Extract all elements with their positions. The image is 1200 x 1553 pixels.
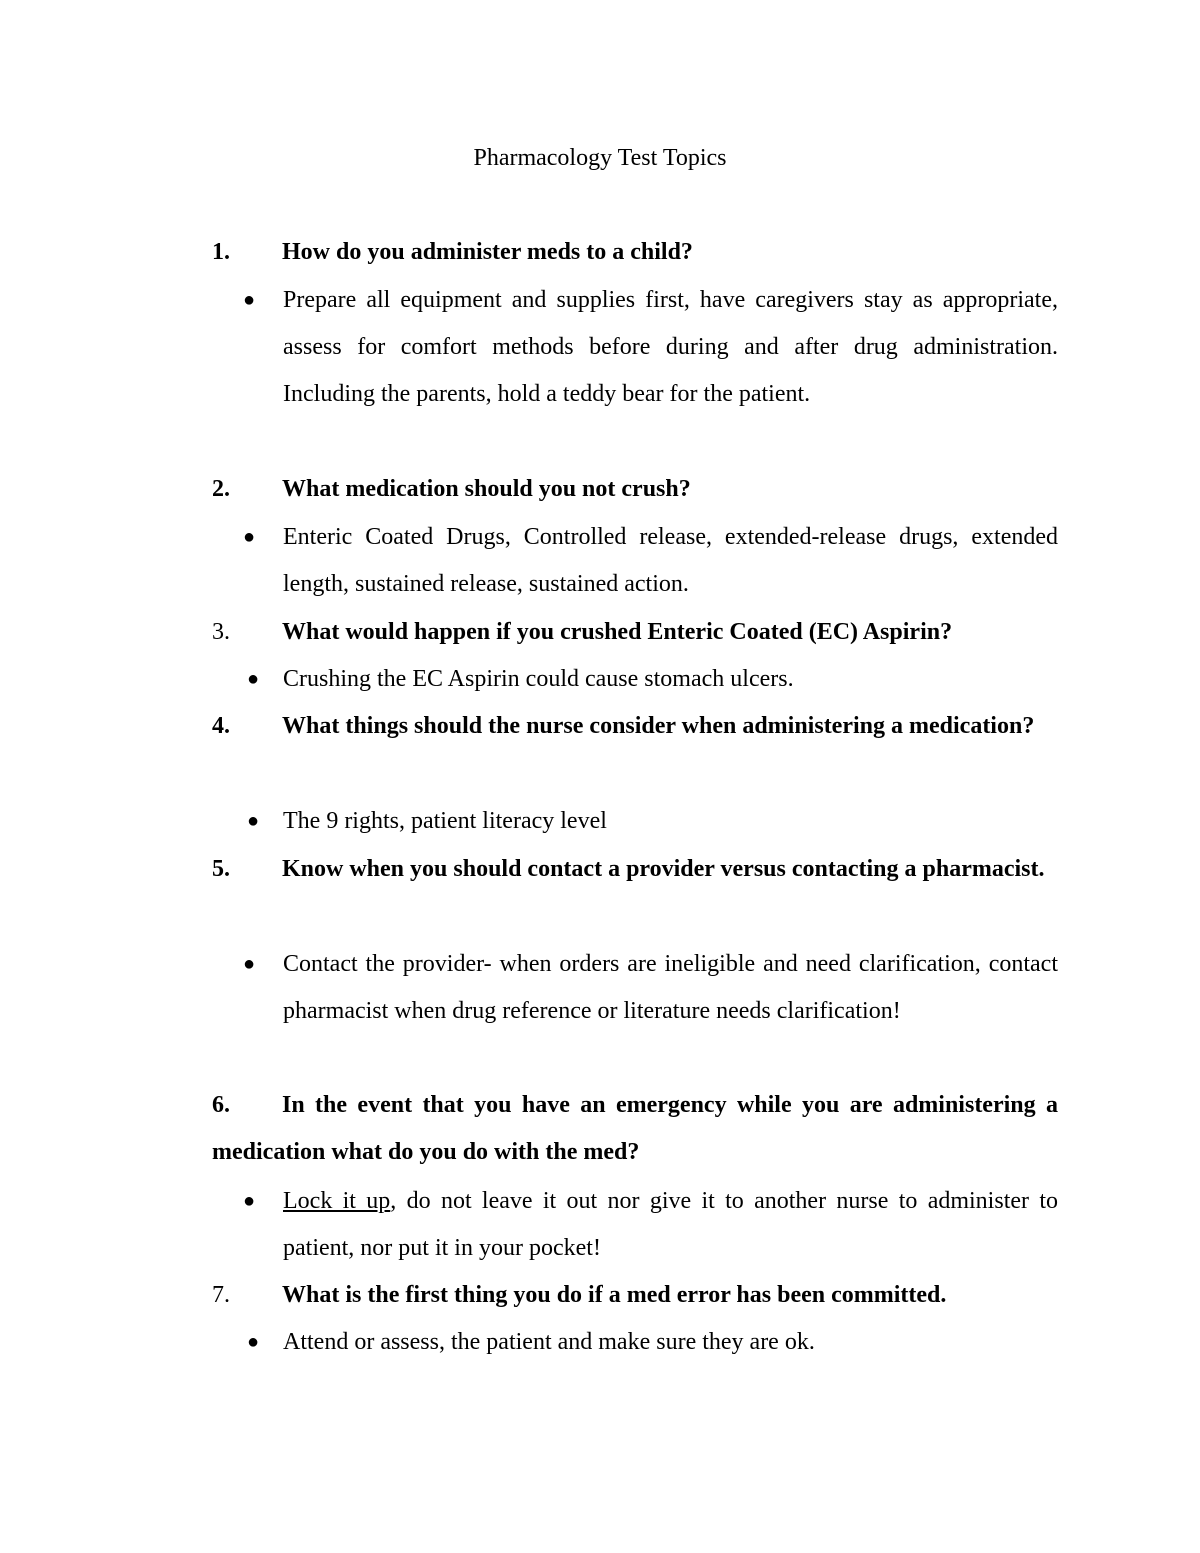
question-5 [212, 846, 1058, 893]
question-text: What would happen if you crushed Enteric Coated (EC) Aspirin? [282, 619, 953, 645]
answer-7 [246, 1319, 1058, 1366]
question-6 [212, 1082, 1058, 1176]
answer-1 [243, 277, 1058, 418]
question-2 [212, 466, 1058, 513]
bullet-icon: ● [243, 289, 256, 311]
question-7 [212, 1272, 1058, 1319]
question-3 [212, 609, 1058, 656]
answer-4 [246, 798, 1058, 845]
question-number: 5. [212, 856, 230, 882]
question-number: 6. [212, 1092, 230, 1118]
question-text: What things should the nurse consider when administering a medication? [282, 713, 1035, 739]
question-number: 7. [212, 1282, 230, 1308]
answer-text: , do not leave it out nor give it to another nurse to administer to patient, nor put it in your pocket! [283, 1188, 1058, 1261]
answer-text: The 9 rights, patient literacy level [283, 808, 607, 834]
question-text: What medication should you not crush? [282, 476, 691, 502]
question-text: In the event that you have an emergency while you are administering a medication what do you do with the med? [212, 1092, 1058, 1165]
question-number: 3. [212, 619, 230, 645]
answer-2 [243, 514, 1058, 608]
answer-underlined-text: Lock it up [283, 1188, 391, 1214]
bullet-icon: ● [246, 668, 260, 690]
answer-text: Prepare all equipment and supplies first, have caregivers stay as appropriate, assess for comfort methods before during and after drug administration. Including the parents, hold a teddy bear for the patient. [283, 287, 1058, 407]
question-text: What is the first thing you do if a med error has been committed. [282, 1282, 947, 1308]
answer-text: Contact the provider- when orders are ineligible and need clarification, contact pharmacist when drug reference or literature needs clarification! [283, 951, 1058, 1024]
answer-text: Crushing the EC Aspirin could cause stomach ulcers. [283, 666, 794, 692]
question-4 [212, 703, 1058, 750]
question-text: Know when you should contact a provider versus contacting a pharmacist. [282, 856, 1045, 882]
question-1 [212, 229, 1058, 276]
answer-text: Attend or assess, the patient and make sure they are ok. [283, 1329, 815, 1355]
question-number: 4. [212, 713, 230, 739]
question-text: How do you administer meds to a child? [282, 239, 693, 265]
answer-5 [243, 941, 1058, 1035]
question-number: 2. [212, 476, 230, 502]
answer-text: Enteric Coated Drugs, Controlled release, extended-release drugs, extended length, sustained release, sustained action. [283, 524, 1058, 597]
bullet-icon: ● [243, 526, 256, 548]
bullet-icon: ● [246, 810, 260, 832]
answer-6 [243, 1178, 1058, 1272]
answer-3 [246, 656, 1058, 703]
bullet-icon: ● [243, 1190, 256, 1212]
question-number: 1. [212, 239, 230, 265]
bullet-icon: ● [246, 1331, 260, 1353]
document-title: Pharmacology Test Topics [473, 145, 727, 171]
bullet-icon: ● [243, 953, 256, 975]
